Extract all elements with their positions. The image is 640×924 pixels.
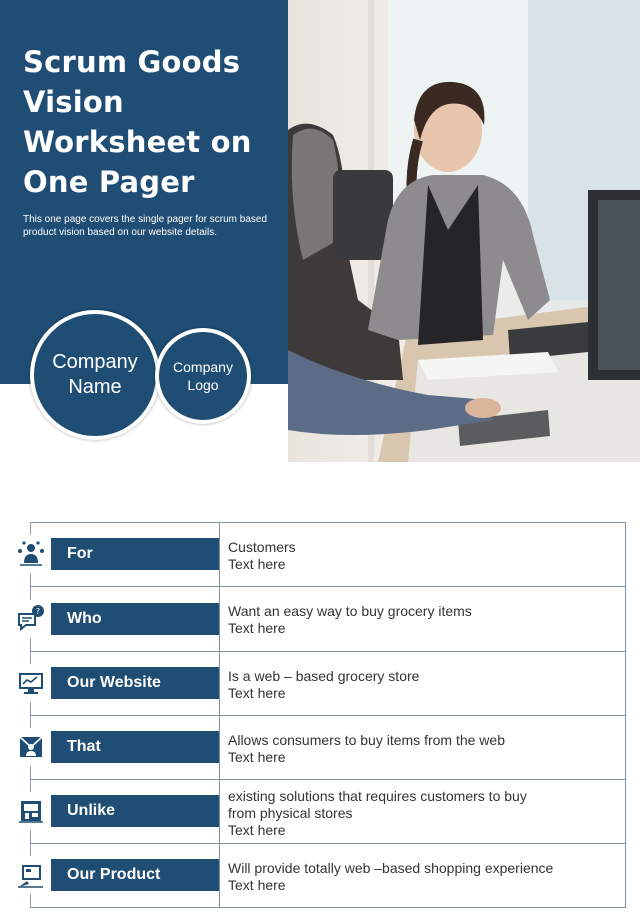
user-target-icon [12, 535, 50, 573]
row-separator [30, 586, 626, 587]
row-primary-text: Is a web – based grocery store [228, 668, 420, 684]
row-placeholder-text: Text here [228, 556, 286, 572]
row-label-our-website: Our Website [51, 667, 219, 699]
row-text-for [228, 539, 618, 573]
company-logo-badge [155, 328, 251, 424]
row-text-who [228, 603, 618, 637]
photo-illustration [288, 0, 640, 462]
row-placeholder-text: Text here [228, 749, 286, 765]
row-separator [30, 843, 626, 844]
row-label-unlike: Unlike [51, 795, 219, 827]
row-placeholder-text: Text here [228, 877, 286, 893]
hero-panel [0, 0, 288, 384]
row-primary-text: Customers [228, 539, 296, 555]
row-label-our-product: Our Product [51, 859, 219, 891]
row-text-that [228, 732, 618, 766]
row-primary-text: Will provide totally web –based shopping experience [228, 860, 554, 876]
store-icon [12, 792, 50, 830]
row-primary-text: Allows consumers to buy items from the web [228, 732, 505, 748]
row-label-who: Who [51, 603, 219, 635]
row-label-that: That [51, 731, 219, 763]
row-label-for: For [51, 538, 219, 570]
row-placeholder-text: Text here [228, 822, 286, 838]
row-primary-text: Want an easy way to buy grocery items [228, 603, 472, 619]
row-separator [30, 651, 626, 652]
row-placeholder-text: Text here [228, 685, 286, 701]
monitor-chart-icon [12, 664, 50, 702]
company-logo-text: Company Logo [173, 359, 233, 393]
envelope-user-icon [12, 728, 50, 766]
office-workers-photo [288, 0, 640, 462]
row-placeholder-text: Text here [228, 620, 286, 636]
screen-cursor-icon [12, 856, 50, 894]
company-name-badge [30, 310, 160, 440]
row-text-our-website [228, 668, 618, 702]
row-separator [30, 715, 626, 716]
row-text-our-product [228, 860, 618, 894]
page-title: Scrum Goods Vision Worksheet on One Pager [23, 45, 252, 199]
row-text-unlike [228, 788, 558, 839]
chat-question-icon [12, 600, 50, 638]
page-subtitle: This one page covers the single pager for scrum based product vision based on our website details. [23, 214, 268, 238]
svg-text:?: ? [35, 607, 41, 616]
row-separator [30, 779, 626, 780]
row-primary-text: existing solutions that requires customers to buy from physical stores [228, 788, 527, 821]
company-name-text: Company Name [52, 351, 138, 398]
